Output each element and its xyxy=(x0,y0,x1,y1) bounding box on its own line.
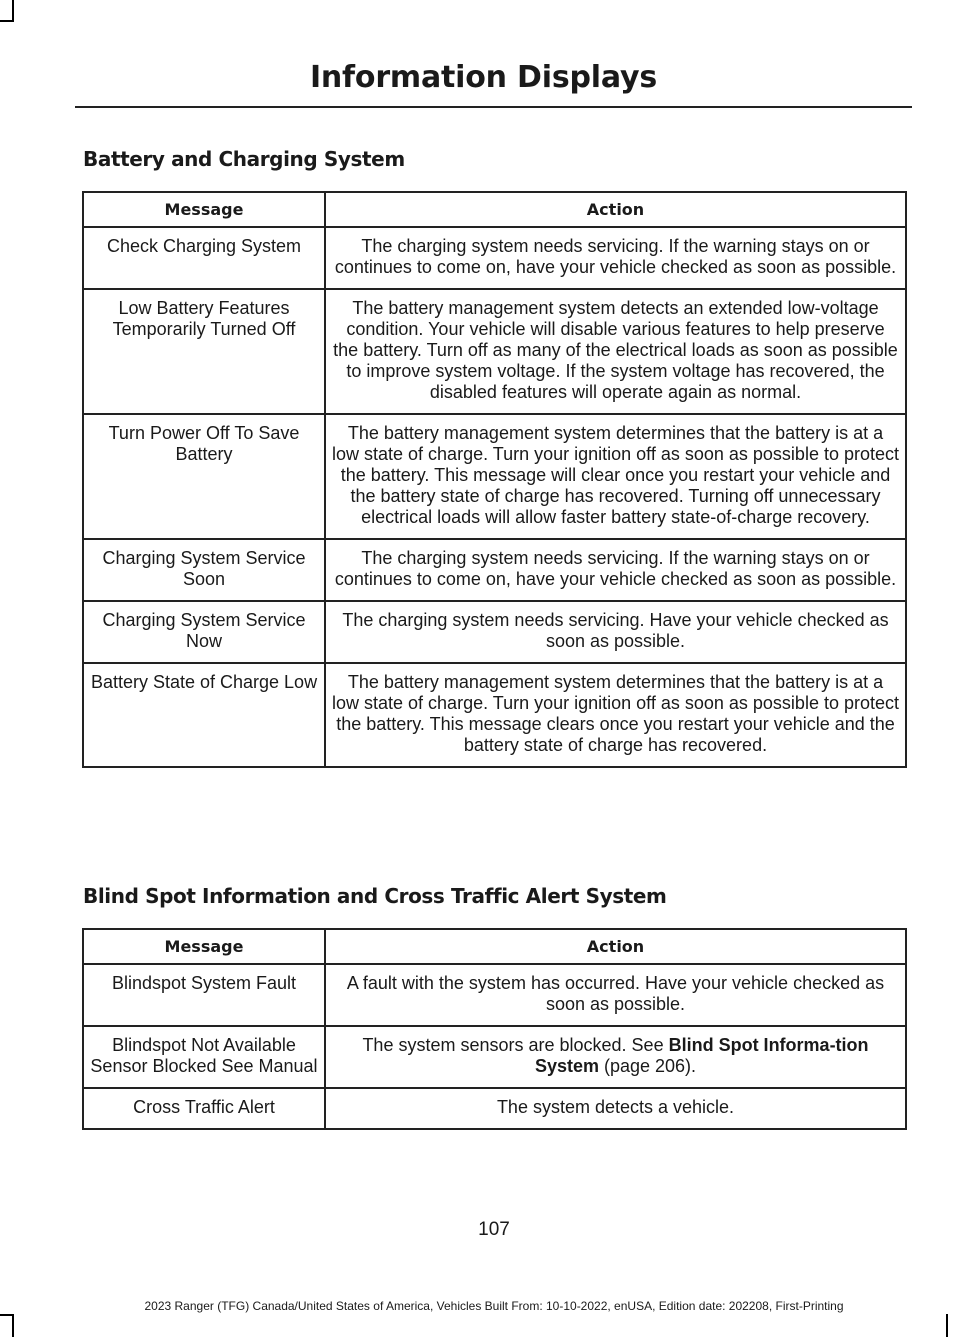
message-cell: Charging System Service Soon xyxy=(83,539,325,601)
header-divider xyxy=(75,106,912,108)
table-row xyxy=(83,1088,906,1129)
column-header-action: Action xyxy=(325,929,906,964)
action-cell: The battery management system determines that the battery is at a low state of charge. Turn your ignition off as soon as possible to protect the battery. This message clears once you restart your vehicle and the battery state of charge has recovered. xyxy=(325,663,906,767)
section-title-battery: Battery and Charging System xyxy=(83,147,405,171)
action-cell: A fault with the system has occurred. Have your vehicle checked as soon as possible. xyxy=(325,964,906,1026)
message-cell: Charging System Service Now xyxy=(83,601,325,663)
table-row xyxy=(83,289,906,414)
table-row xyxy=(83,964,906,1026)
message-cell: Cross Traffic Alert xyxy=(83,1088,325,1129)
blind-spot-reference-link[interactable]: Blind Spot Informa-tion System xyxy=(534,1035,869,1076)
table-row xyxy=(83,227,906,289)
table-row xyxy=(83,539,906,601)
message-cell: Check Charging System xyxy=(83,227,325,289)
crop-mark xyxy=(946,1314,948,1337)
page-number: 107 xyxy=(478,1219,510,1240)
message-cell: Low Battery Features Temporarily Turned Off xyxy=(83,289,325,414)
table-row xyxy=(83,1026,906,1088)
action-cell: The charging system needs servicing. If the warning stays on or continues to come on, have your vehicle checked as soon as possible. xyxy=(325,539,906,601)
page-header-title: Information Displays xyxy=(309,60,657,95)
table-row xyxy=(83,414,906,539)
action-cell: The charging system needs servicing. If the warning stays on or continues to come on, have your vehicle checked as soon as possible. xyxy=(325,227,906,289)
table-row xyxy=(83,663,906,767)
action-cell: The charging system needs servicing. Have your vehicle checked as soon as possible. xyxy=(325,601,906,663)
column-header-message: Message xyxy=(83,192,325,227)
page-reference: (page 206). xyxy=(598,1056,697,1076)
message-cell: Blindspot System Fault xyxy=(83,964,325,1026)
action-cell: The system detects a vehicle. xyxy=(325,1088,906,1129)
section-title-blind-spot: Blind Spot Information and Cross Traffic Alert System xyxy=(83,884,667,908)
crop-mark xyxy=(12,0,14,22)
action-text: The system sensors are blocked. See xyxy=(362,1035,669,1055)
column-header-message: Message xyxy=(83,929,325,964)
action-cell xyxy=(325,1026,906,1088)
message-cell: Battery State of Charge Low xyxy=(83,663,325,767)
battery-message-table xyxy=(82,191,907,768)
message-cell: Turn Power Off To Save Battery xyxy=(83,414,325,539)
blind-spot-message-table xyxy=(82,928,907,1130)
action-cell: The battery management system determines that the battery is at a low state of charge. Turn your ignition off as soon as possible to protect the battery. This message will clear once you restart your vehicle and the battery state of charge has recovered. Turning off unnecessary electrical loads will allow faster battery state-of-charge recovery. xyxy=(325,414,906,539)
crop-mark xyxy=(12,1314,14,1337)
crop-mark xyxy=(0,20,14,22)
crop-mark xyxy=(0,1314,14,1316)
page-footer: 2023 Ranger (TFG) Canada/United States of America, Vehicles Built From: 10-10-2022, enUSA, Edition date: 202208, First-Printing xyxy=(144,1299,844,1313)
action-cell: The battery management system detects an extended low-voltage condition. Your vehicle will disable various features to help preserve the battery. Turn off as many of the electrical loads as soon as possible to improve system voltage. If the system voltage has recovered, the disabled features will operate again as normal. xyxy=(325,289,906,414)
message-cell: Blindspot Not Available Sensor Blocked See Manual xyxy=(83,1026,325,1088)
column-header-action: Action xyxy=(325,192,906,227)
table-row xyxy=(83,601,906,663)
